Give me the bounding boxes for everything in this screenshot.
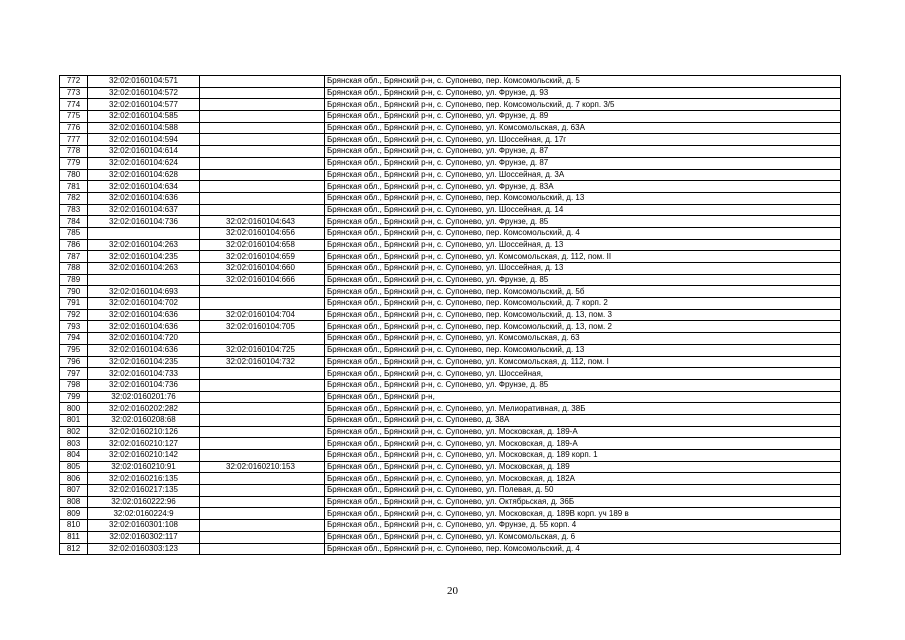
- address-cell: Брянская обл., Брянский р-н, с. Супонево, ул. Московская, д. 189: [325, 461, 841, 473]
- table-row: [60, 531, 841, 543]
- row-number-cell: 806: [60, 473, 88, 485]
- related-cadastral-number-cell: 32:02:0160104:656: [200, 227, 325, 239]
- address-cell: Брянская обл., Брянский р-н, с. Супонево, ул. Комсомольская, д. 6: [325, 531, 841, 543]
- related-cadastral-number-cell: 32:02:0160104:659: [200, 251, 325, 263]
- address-cell: Брянская обл., Брянский р-н, с. Супонево, пер. Комсомольский, д. 7 корп. 3/5: [325, 99, 841, 111]
- cadastral-number-cell: 32:02:0160104:263: [88, 239, 200, 251]
- table-row: [60, 356, 841, 368]
- address-cell: Брянская обл., Брянский р-н, с. Супонево, пер. Комсомольский, д. 13: [325, 344, 841, 356]
- cadastral-number-cell: 32:02:0160224:9: [88, 508, 200, 520]
- cadastral-number-cell: 32:02:0160104:594: [88, 134, 200, 146]
- cadastral-number-cell: 32:02:0160201:76: [88, 391, 200, 403]
- cadastral-number-cell: 32:02:0160104:628: [88, 169, 200, 181]
- address-cell: Брянская обл., Брянский р-н, с. Супонево, пер. Комсомольский, д. 4: [325, 543, 841, 555]
- address-cell: Брянская обл., Брянский р-н, с. Супонево, ул. Шоссейная, д. 13: [325, 263, 841, 275]
- related-cadastral-number-cell: 32:02:0160104:658: [200, 239, 325, 251]
- related-cadastral-number-cell: [200, 286, 325, 298]
- table-row: [60, 146, 841, 158]
- related-cadastral-number-cell: 32:02:0160104:666: [200, 274, 325, 286]
- row-number-cell: 776: [60, 122, 88, 134]
- address-cell: Брянская обл., Брянский р-н, с. Супонево, ул. Фрунзе, д. 87: [325, 157, 841, 169]
- row-number-cell: 801: [60, 414, 88, 426]
- row-number-cell: 807: [60, 485, 88, 497]
- row-number-cell: 779: [60, 157, 88, 169]
- table-row: [60, 508, 841, 520]
- cadastral-number-cell: 32:02:0160210:91: [88, 461, 200, 473]
- cadastral-number-cell: 32:02:0160210:142: [88, 450, 200, 462]
- address-cell: Брянская обл., Брянский р-н, с. Супонево, ул. Фрунзе, д. 85: [325, 274, 841, 286]
- table-row: [60, 461, 841, 473]
- table-row: [60, 216, 841, 228]
- table-row: [60, 309, 841, 321]
- table-row: [60, 391, 841, 403]
- cadastral-number-cell: 32:02:0160104:636: [88, 344, 200, 356]
- row-number-cell: 783: [60, 204, 88, 216]
- table-row: [60, 321, 841, 333]
- cadastral-number-cell: 32:02:0160104:624: [88, 157, 200, 169]
- table-row: [60, 169, 841, 181]
- cadastral-number-cell: 32:02:0160104:263: [88, 263, 200, 275]
- row-number-cell: 808: [60, 496, 88, 508]
- row-number-cell: 802: [60, 426, 88, 438]
- cadastral-number-cell: 32:02:0160104:585: [88, 111, 200, 123]
- related-cadastral-number-cell: 32:02:0160104:660: [200, 263, 325, 275]
- table-row: [60, 134, 841, 146]
- cadastral-number-cell: 32:02:0160104:636: [88, 321, 200, 333]
- table-row: [60, 379, 841, 391]
- table-row: [60, 450, 841, 462]
- table-row: [60, 263, 841, 275]
- table-row: [60, 239, 841, 251]
- address-cell: Брянская обл., Брянский р-н, с. Супонево, ул. Комсомольская, д. 112, пом. II: [325, 251, 841, 263]
- cadastral-number-cell: 32:02:0160104:572: [88, 87, 200, 99]
- related-cadastral-number-cell: [200, 368, 325, 380]
- address-cell: Брянская обл., Брянский р-н, с. Супонево, ул. Московская, д. 189В корп. уч 189 в: [325, 508, 841, 520]
- table-row: [60, 181, 841, 193]
- row-number-cell: 809: [60, 508, 88, 520]
- cadastral-number-cell: 32:02:0160104:736: [88, 379, 200, 391]
- address-cell: Брянская обл., Брянский р-н, с. Супонево, ул. Комсомольская, д. 63А: [325, 122, 841, 134]
- address-cell: Брянская обл., Брянский р-н, с. Супонево, ул. Московская, д. 182А: [325, 473, 841, 485]
- address-cell: Брянская обл., Брянский р-н, с. Супонево, пер. Комсомольский, д. 13: [325, 192, 841, 204]
- address-cell: Брянская обл., Брянский р-н, с. Супонево, ул. Комсомольская, д. 63: [325, 333, 841, 345]
- related-cadastral-number-cell: [200, 473, 325, 485]
- related-cadastral-number-cell: 32:02:0160104:704: [200, 309, 325, 321]
- related-cadastral-number-cell: [200, 157, 325, 169]
- related-cadastral-number-cell: [200, 333, 325, 345]
- related-cadastral-number-cell: [200, 438, 325, 450]
- address-cell: Брянская обл., Брянский р-н, с. Супонево, пер. Комсомольский, д. 4: [325, 227, 841, 239]
- address-cell: Брянская обл., Брянский р-н, с. Супонево, ул. Комсомольская, д. 112, пом. I: [325, 356, 841, 368]
- address-cell: Брянская обл., Брянский р-н, с. Супонево, ул. Фрунзе, д. 55 корп. 4: [325, 520, 841, 532]
- table-row: [60, 438, 841, 450]
- row-number-cell: 796: [60, 356, 88, 368]
- related-cadastral-number-cell: [200, 414, 325, 426]
- table-body: [60, 76, 841, 555]
- address-cell: Брянская обл., Брянский р-н, с. Супонево, ул. Фрунзе, д. 87: [325, 146, 841, 158]
- cadastral-number-cell: 32:02:0160217:135: [88, 485, 200, 497]
- related-cadastral-number-cell: 32:02:0160210:153: [200, 461, 325, 473]
- cadastral-number-cell: 32:02:0160104:733: [88, 368, 200, 380]
- row-number-cell: 773: [60, 87, 88, 99]
- table-row: [60, 426, 841, 438]
- address-cell: Брянская обл., Брянский р-н, с. Супонево, ул. Московская, д. 189-А: [325, 426, 841, 438]
- address-cell: Брянская обл., Брянский р-н, с. Супонево, ул. Шоссейная, д. 14: [325, 204, 841, 216]
- related-cadastral-number-cell: [200, 426, 325, 438]
- related-cadastral-number-cell: [200, 146, 325, 158]
- row-number-cell: 792: [60, 309, 88, 321]
- related-cadastral-number-cell: 32:02:0160104:725: [200, 344, 325, 356]
- related-cadastral-number-cell: [200, 520, 325, 532]
- table-row: [60, 157, 841, 169]
- address-cell: Брянская обл., Брянский р-н, с. Супонево, ул. Фрунзе, д. 83А: [325, 181, 841, 193]
- row-number-cell: 805: [60, 461, 88, 473]
- address-cell: Брянская обл., Брянский р-н, с. Супонево, ул. Шоссейная, д. 13: [325, 239, 841, 251]
- row-number-cell: 784: [60, 216, 88, 228]
- related-cadastral-number-cell: [200, 87, 325, 99]
- row-number-cell: 778: [60, 146, 88, 158]
- address-cell: Брянская обл., Брянский р-н, с. Супонево, ул. Фрунзе, д. 93: [325, 87, 841, 99]
- cadastral-number-cell: 32:02:0160104:720: [88, 333, 200, 345]
- row-number-cell: 775: [60, 111, 88, 123]
- table-row: [60, 473, 841, 485]
- related-cadastral-number-cell: [200, 391, 325, 403]
- cadastral-number-cell: 32:02:0160104:235: [88, 251, 200, 263]
- related-cadastral-number-cell: [200, 169, 325, 181]
- row-number-cell: 788: [60, 263, 88, 275]
- table-row: [60, 368, 841, 380]
- table-row: [60, 76, 841, 88]
- row-number-cell: 804: [60, 450, 88, 462]
- related-cadastral-number-cell: [200, 99, 325, 111]
- cadastral-number-cell: 32:02:0160222:96: [88, 496, 200, 508]
- related-cadastral-number-cell: [200, 76, 325, 88]
- address-cell: Брянская обл., Брянский р-н, с. Супонево, ул. Фрунзе, д. 89: [325, 111, 841, 123]
- address-cell: Брянская обл., Брянский р-н, с. Супонево, ул. Мелиоративная, д. 38Б: [325, 403, 841, 415]
- row-number-cell: 774: [60, 99, 88, 111]
- table-row: [60, 485, 841, 497]
- related-cadastral-number-cell: [200, 543, 325, 555]
- table-row: [60, 251, 841, 263]
- address-cell: Брянская обл., Брянский р-н, с. Супонево, ул. Фрунзе, д. 85: [325, 379, 841, 391]
- row-number-cell: 811: [60, 531, 88, 543]
- row-number-cell: 795: [60, 344, 88, 356]
- cadastral-number-cell: 32:02:0160104:614: [88, 146, 200, 158]
- related-cadastral-number-cell: [200, 379, 325, 391]
- row-number-cell: 797: [60, 368, 88, 380]
- cadastral-number-cell: 32:02:0160210:126: [88, 426, 200, 438]
- cadastral-number-cell: 32:02:0160104:693: [88, 286, 200, 298]
- cadastral-number-cell: 32:02:0160301:108: [88, 520, 200, 532]
- related-cadastral-number-cell: [200, 450, 325, 462]
- row-number-cell: 798: [60, 379, 88, 391]
- table-row: [60, 403, 841, 415]
- cadastral-number-cell: 32:02:0160104:637: [88, 204, 200, 216]
- row-number-cell: 787: [60, 251, 88, 263]
- address-cell: Брянская обл., Брянский р-н, с. Супонево, ул. Шоссейная,: [325, 368, 841, 380]
- cadastral-number-cell: 32:02:0160104:636: [88, 309, 200, 321]
- table-row: [60, 274, 841, 286]
- table-row: [60, 192, 841, 204]
- related-cadastral-number-cell: [200, 298, 325, 310]
- related-cadastral-number-cell: 32:02:0160104:732: [200, 356, 325, 368]
- cadastral-number-cell: 32:02:0160302:117: [88, 531, 200, 543]
- address-cell: Брянская обл., Брянский р-н,: [325, 391, 841, 403]
- cadastral-number-cell: 32:02:0160216:135: [88, 473, 200, 485]
- row-number-cell: 782: [60, 192, 88, 204]
- address-cell: Брянская обл., Брянский р-н, с. Супонево, ул. Шоссейная, д. 17г: [325, 134, 841, 146]
- table-row: [60, 333, 841, 345]
- address-cell: Брянская обл., Брянский р-н, с. Супонево, пер. Комсомольский, д. 5б: [325, 286, 841, 298]
- row-number-cell: 799: [60, 391, 88, 403]
- row-number-cell: 812: [60, 543, 88, 555]
- table-row: [60, 227, 841, 239]
- row-number-cell: 793: [60, 321, 88, 333]
- row-number-cell: 786: [60, 239, 88, 251]
- table-row: [60, 414, 841, 426]
- related-cadastral-number-cell: [200, 181, 325, 193]
- cadastral-number-cell: 32:02:0160104:588: [88, 122, 200, 134]
- row-number-cell: 790: [60, 286, 88, 298]
- address-cell: Брянская обл., Брянский р-н, с. Супонево, ул. Октябрьская, д. 36Б: [325, 496, 841, 508]
- related-cadastral-number-cell: [200, 111, 325, 123]
- related-cadastral-number-cell: [200, 192, 325, 204]
- cadastral-number-cell: 32:02:0160104:702: [88, 298, 200, 310]
- related-cadastral-number-cell: [200, 531, 325, 543]
- table-row: [60, 344, 841, 356]
- row-number-cell: 791: [60, 298, 88, 310]
- address-cell: Брянская обл., Брянский р-н, с. Супонево, пер. Комсомольский, д. 5: [325, 76, 841, 88]
- related-cadastral-number-cell: [200, 485, 325, 497]
- page-number: 20: [447, 585, 458, 597]
- cadastral-table: [59, 75, 841, 555]
- row-number-cell: 780: [60, 169, 88, 181]
- table-row: [60, 286, 841, 298]
- cadastral-number-cell: 32:02:0160104:634: [88, 181, 200, 193]
- row-number-cell: 777: [60, 134, 88, 146]
- address-cell: Брянская обл., Брянский р-н, с. Супонево, пер. Комсомольский, д. 13, пом. 3: [325, 309, 841, 321]
- related-cadastral-number-cell: 32:02:0160104:705: [200, 321, 325, 333]
- row-number-cell: 800: [60, 403, 88, 415]
- cadastral-number-cell: 32:02:0160104:636: [88, 192, 200, 204]
- address-cell: Брянская обл., Брянский р-н, с. Супонево, пер. Комсомольский, д. 7 корп. 2: [325, 298, 841, 310]
- table-row: [60, 204, 841, 216]
- address-cell: Брянская обл., Брянский р-н, с. Супонево, ул. Московская, д. 189 корп. 1: [325, 450, 841, 462]
- table-row: [60, 520, 841, 532]
- related-cadastral-number-cell: [200, 508, 325, 520]
- cadastral-number-cell: 32:02:0160104:577: [88, 99, 200, 111]
- address-cell: Брянская обл., Брянский р-н, с. Супонево, ул. Московская, д. 189-А: [325, 438, 841, 450]
- table-row: [60, 543, 841, 555]
- table-row: [60, 496, 841, 508]
- cadastral-number-cell: 32:02:0160104:736: [88, 216, 200, 228]
- related-cadastral-number-cell: [200, 403, 325, 415]
- address-cell: Брянская обл., Брянский р-н, с. Супонево, пер. Комсомольский, д. 13, пом. 2: [325, 321, 841, 333]
- row-number-cell: 794: [60, 333, 88, 345]
- address-cell: Брянская обл., Брянский р-н, с. Супонево, ул. Полевая, д. 50: [325, 485, 841, 497]
- row-number-cell: 772: [60, 76, 88, 88]
- cadastral-number-cell: 32:02:0160202:282: [88, 403, 200, 415]
- table-row: [60, 111, 841, 123]
- row-number-cell: 781: [60, 181, 88, 193]
- row-number-cell: 789: [60, 274, 88, 286]
- table-row: [60, 99, 841, 111]
- table-row: [60, 87, 841, 99]
- row-number-cell: 810: [60, 520, 88, 532]
- address-cell: Брянская обл., Брянский р-н, с. Супонево, ул. Шоссейная, д. 3А: [325, 169, 841, 181]
- related-cadastral-number-cell: [200, 496, 325, 508]
- cadastral-number-cell: [88, 227, 200, 239]
- cadastral-number-cell: 32:02:0160104:571: [88, 76, 200, 88]
- related-cadastral-number-cell: [200, 204, 325, 216]
- cadastral-number-cell: [88, 274, 200, 286]
- row-number-cell: 803: [60, 438, 88, 450]
- table-row: [60, 122, 841, 134]
- address-cell: Брянская обл., Брянский р-н, с. Супонево, д. 38А: [325, 414, 841, 426]
- cadastral-number-cell: 32:02:0160303:123: [88, 543, 200, 555]
- address-cell: Брянская обл., Брянский р-н, с. Супонево, ул. Фрунзе, д. 85: [325, 216, 841, 228]
- table-row: [60, 298, 841, 310]
- cadastral-number-cell: 32:02:0160210:127: [88, 438, 200, 450]
- cadastral-number-cell: 32:02:0160104:235: [88, 356, 200, 368]
- related-cadastral-number-cell: [200, 122, 325, 134]
- row-number-cell: 785: [60, 227, 88, 239]
- related-cadastral-number-cell: [200, 134, 325, 146]
- cadastral-number-cell: 32:02:0160208:68: [88, 414, 200, 426]
- related-cadastral-number-cell: 32:02:0160104:643: [200, 216, 325, 228]
